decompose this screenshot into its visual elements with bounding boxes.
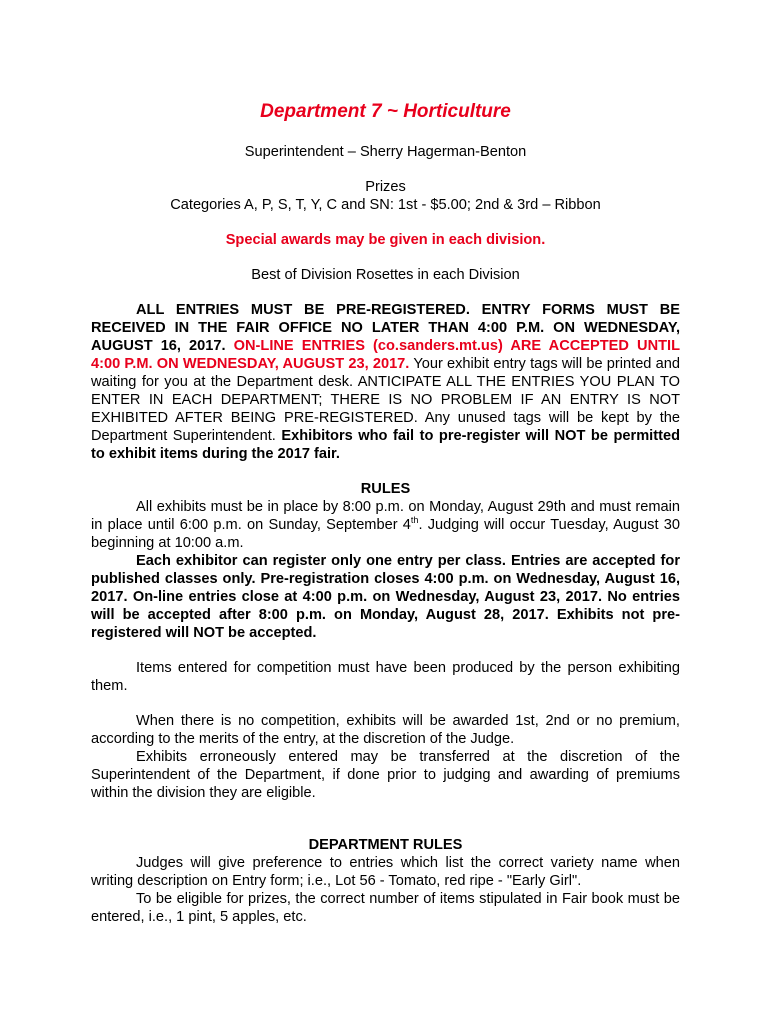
department-rules-paragraph-1: Judges will give preference to entries which list the correct variety name when writing description on Entry form; i.e., Lot 56 - Tomato, red ripe - "Early Girl". [91, 855, 680, 889]
entries-bold-2: Exhibitors who fail to pre-register will NOT be permitted to exhibit items during the 2017 fair. [91, 428, 680, 462]
rules-p1-superscript: th [410, 515, 419, 526]
department-rules-paragraph-2: To be eligible for prizes, the correct number of items stipulated in Fair book must be entered, i.e., 1 pint, 5 apples, etc. [91, 891, 680, 925]
rosettes-note: Best of Division Rosettes in each Division [251, 267, 520, 283]
entries-paragraph [91, 301, 680, 463]
prizes-line: Categories A, P, S, T, Y, C and SN: 1st - $5.00; 2nd & 3rd – Ribbon [170, 197, 601, 213]
document-page [91, 100, 680, 926]
prizes-block [91, 178, 680, 214]
entries-normal-1: Your exhibit entry tags will be printed and waiting for you at the Department desk. ANTICIPATE ALL THE ENTRIES YOU PLAN TO ENTER IN EACH DEPARTMENT; THERE IS NO PROBLEM IF AN ENTRY IS NOT EXHIBITED AFTER BEING PRE-REGISTERED. Any unused tags will be kept by the Department Superintendent. [91, 356, 680, 444]
department-rules-heading: DEPARTMENT RULES [308, 837, 463, 853]
rules-p1-text: All exhibits must be in place by 8:00 p.m. on Monday, August 29th and must remain in place until 6:00 p.m. on Sunday, September 4 [91, 499, 680, 533]
rules-paragraph-1 [91, 498, 680, 552]
special-awards-note: Special awards may be given in each division. [225, 232, 546, 248]
rules-p1-text-end: . Judging will occur Tuesday, August 30 beginning at 10:00 a.m. [91, 517, 680, 551]
superintendent-line: Superintendent – Sherry Hagerman-Benton [244, 144, 527, 160]
prizes-heading: Prizes [365, 179, 406, 195]
rules-paragraph-4: When there is no competition, exhibits will be awarded 1st, 2nd or no premium, according to the merits of the entry, at the discretion of the Judge. [91, 713, 680, 747]
entries-bold-1: ALL ENTRIES MUST BE PRE-REGISTERED. ENTRY FORMS MUST BE RECEIVED IN THE FAIR OFFICE NO LATER THAN 4:00 P.M. ON WEDNESDAY, AUGUST 16, 2017. [91, 302, 680, 354]
rules-paragraph-5: Exhibits erroneously entered may be transferred at the discretion of the Superintendent of the Department, if done prior to judging and awarding of premiums within the division they are eligible. [91, 749, 680, 801]
online-entries-note: ON-LINE ENTRIES (co.sanders.mt.us) ARE ACCEPTED UNTIL 4:00 P.M. ON WEDNESDAY, AUGUST 23, 2017. [91, 338, 680, 372]
page-title: Department 7 ~ Horticulture [260, 101, 511, 122]
rules-paragraph-2: Each exhibitor can register only one entry per class. Entries are accepted for published classes only. Pre-registration closes 4:00 p.m. on Wednesday, August 16, 2017. On-line entries close at 4:00 p.m. on Wednesday, August 23, 2017. No entries will be accepted after 8:00 p.m. on Monday, August 28, 2017. Exhibits not pre-registered will NOT be accepted. [91, 553, 680, 641]
rules-heading: RULES [360, 481, 411, 497]
rules-paragraph-3: Items entered for competition must have been produced by the person exhibiting them. [91, 660, 680, 694]
